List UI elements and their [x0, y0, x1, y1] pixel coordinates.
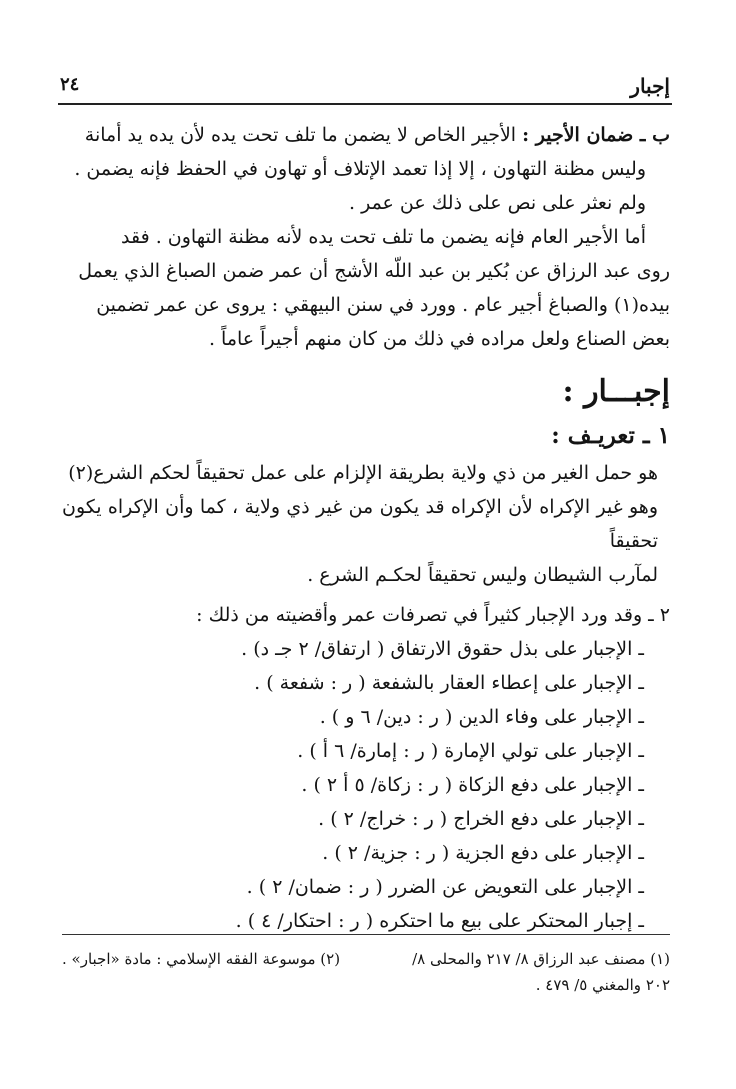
list-item: ـ الإجبار على بذل حقوق الارتفاق ( ارتفاق/ ٢ جـ د) .: [241, 638, 644, 660]
header-divider: [58, 103, 672, 105]
footnote-row: [62, 946, 670, 972]
para2-line-4: بعض الصناع ولعل مراده في ذلك من كان منهم أجيراً عاماً .: [208, 328, 670, 350]
list-item: ـ إجبار المحتكر على بيع ما احتكره ( ر : احتكار/ ٤ ) .: [235, 910, 644, 932]
definition-line-1: هو حمل الغير من ذي ولاية بطريقة الإلزام على عمل تحقيقاً لحكم الشرع(٢): [68, 462, 658, 484]
para2-line-1: أما الأجير العام فإنه يضمن ما تلف تحت يده لأنه مظنة التهاون . فقد: [121, 226, 646, 248]
footnote-1-continued: ٢٠٢ والمغني ٥/ ٤٧٩ .: [535, 976, 670, 994]
page-number: ٢٤: [60, 74, 80, 95]
section-b-line-2: وليس مظنة التهاون ، إلا إذا تعمد الإتلاف أو تهاون في الحفظ فإنه يضمن .: [74, 158, 646, 180]
footnote-divider: [62, 934, 670, 935]
list-item: ـ الإجبار على دفع الجزية ( ر : جزية/ ٢ ) .: [322, 842, 644, 864]
list-item: ـ الإجبار على تولي الإمارة ( ر : إمارة/ ٦ أ ) .: [297, 740, 644, 762]
list-item: ـ الإجبار على التعويض عن الضرر ( ر : ضمان/ ٢ ) .: [246, 876, 644, 898]
footnote-2: (٢) موسوعة الفقه الإسلامي : مادة «اجبار» .: [62, 950, 341, 968]
section-b-line-1: [62, 118, 670, 152]
definition-line-3: لمآرب الشيطان وليس تحقيقاً لحكـم الشرع .: [307, 564, 658, 586]
section-b-lead: ب ـ ضمان الأجير :: [522, 124, 670, 146]
para2-line-3: بيده(١) والصباغ أجير عام . وورد في سنن البيهقي : يروى عن عمر تضمين: [96, 294, 670, 316]
list-item: ـ الإجبار على دفع الزكاة ( ر : زكاة/ ٥ أ ٢ ) .: [301, 774, 644, 796]
definition-block: [62, 456, 670, 592]
section-b-line-3: ولم نعثر على نص على ذلك عن عمر .: [349, 192, 646, 214]
para2-line-2: روى عبد الرزاق عن بُكير بن عبد اللّه الأشج أن عمر ضمن الصباغ الذي يعمل: [78, 260, 670, 282]
list-item: ـ الإجبار على إعطاء العقار بالشفعة ( ر : شفعة ) .: [254, 672, 644, 694]
definition-line-2: وهو غير الإكراه لأن الإكراه قد يكون من غير ذي ولاية ، كما وأن الإكراه يكون تحقيقاً: [62, 496, 658, 552]
coercion-list: [62, 632, 670, 938]
header-title: إجبار: [630, 74, 670, 98]
section2-intro: ٢ ـ وقد ورد الإجبار كثيراً في تصرفات عمر وأقضيته من ذلك :: [196, 604, 670, 626]
list-item: ـ الإجبار على وفاء الدين ( ر : دين/ ٦ و ) .: [319, 706, 644, 728]
running-header: [60, 74, 670, 100]
footnote-1: (١) مصنف عبد الرزاق ٨/ ٢١٧ والمحلى ٨/: [412, 950, 670, 968]
entry-title: إجبـــار :: [562, 374, 670, 409]
list-item: ـ الإجبار على دفع الخراج ( ر : خراج/ ٢ ) .: [318, 808, 644, 830]
page-body: [62, 118, 670, 938]
footnotes: [62, 946, 670, 998]
section-b-text-1: الأجير الخاص لا يضمن ما تلف تحت يده لأن يده يد أمانة: [84, 124, 517, 146]
definition-heading: ١ ـ تعريـف :: [551, 422, 670, 449]
